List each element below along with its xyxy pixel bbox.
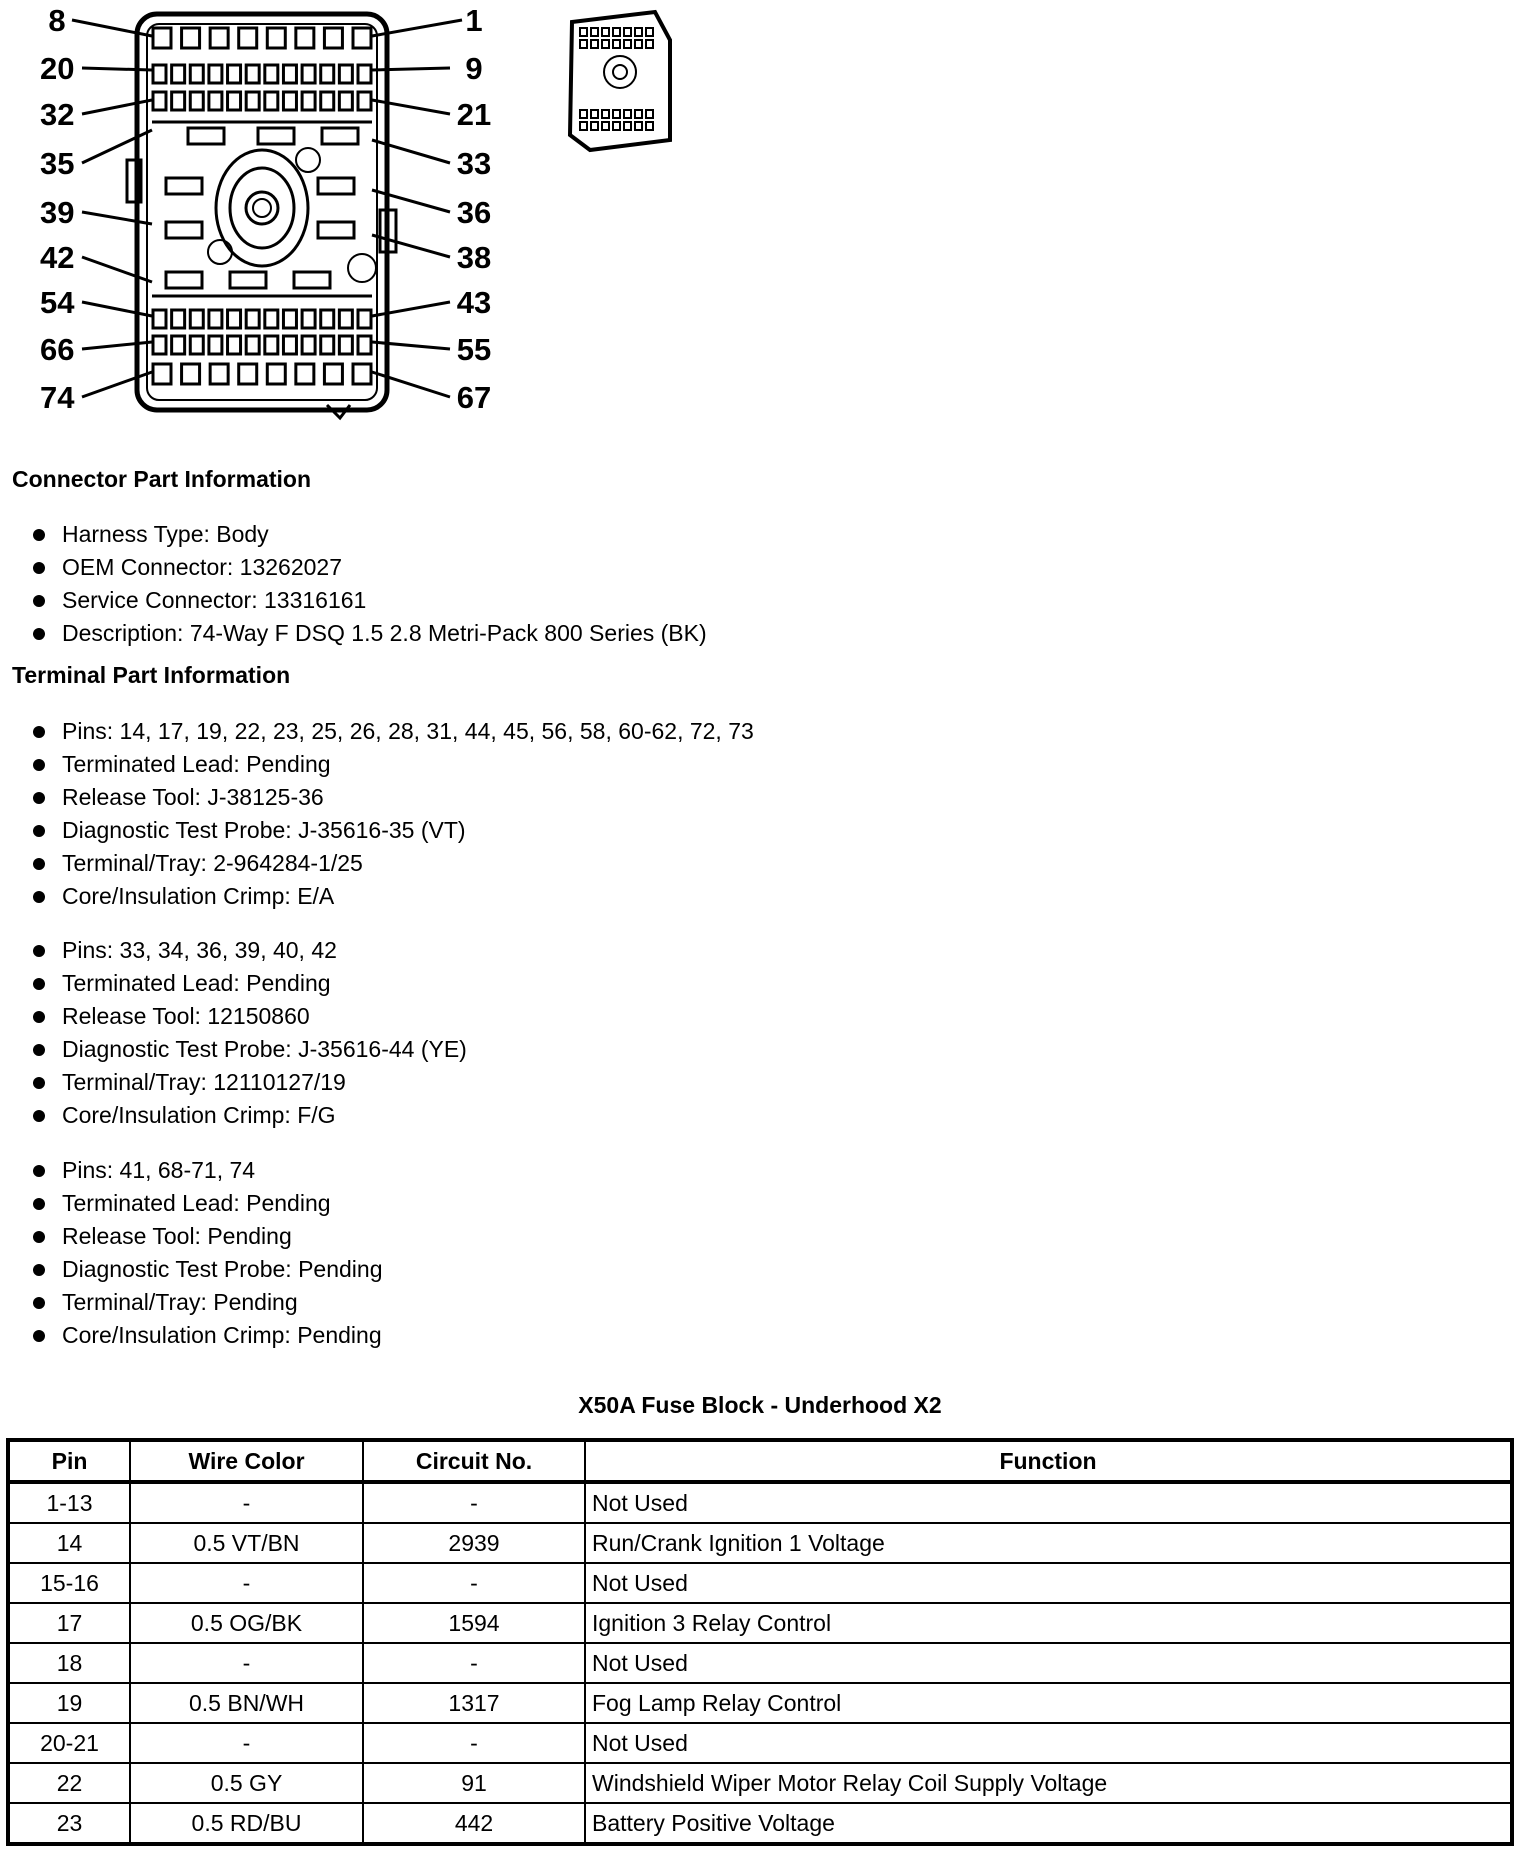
leader-line	[82, 68, 152, 70]
relay-cavity	[258, 128, 294, 144]
pin-cavity	[321, 92, 334, 110]
pin-cavity	[353, 28, 371, 48]
list-item: Terminated Lead: Pending	[30, 967, 467, 1000]
pin-label-32: 32	[40, 97, 75, 132]
pin-cavity	[283, 310, 296, 328]
leader-line	[82, 130, 152, 163]
cell-function: Windshield Wiper Motor Relay Coil Supply Voltage	[585, 1763, 1512, 1803]
pin-cavity	[321, 336, 334, 354]
terminal-group-1	[30, 715, 754, 913]
pin-cavity	[283, 92, 296, 110]
cell-function: Ignition 3 Relay Control	[585, 1603, 1512, 1643]
leader-line	[372, 68, 450, 70]
relay-cavity	[322, 128, 358, 144]
list-item: Core/Insulation Crimp: Pending	[30, 1319, 383, 1352]
pin-labels-right	[457, 3, 491, 415]
list-item: Description: 74-Way F DSQ 1.5 2.8 Metri-Pack 800 Series (BK)	[30, 617, 707, 650]
table-header-row	[8, 1440, 1512, 1482]
cell-circuit-no: 91	[363, 1763, 585, 1803]
cell-wire-color: -	[130, 1723, 363, 1763]
pin-label-9: 9	[465, 51, 483, 86]
pin-cavity	[321, 65, 334, 83]
cell-function: Battery Positive Voltage	[585, 1803, 1512, 1844]
pin-cavity	[358, 310, 371, 328]
list-item: Harness Type: Body	[30, 518, 707, 551]
cell-circuit-no: -	[363, 1482, 585, 1523]
cell-wire-color: 0.5 VT/BN	[130, 1523, 363, 1563]
relay-cavity	[166, 272, 202, 288]
pin-label-54: 54	[40, 285, 75, 320]
cell-circuit-no: 1317	[363, 1683, 585, 1723]
pin-label-33: 33	[456, 146, 492, 181]
cell-pin: 15-16	[8, 1563, 130, 1603]
cell-pin: 18	[8, 1643, 130, 1683]
pin-cavity	[210, 28, 228, 48]
pin-cavity	[228, 92, 241, 110]
pin-cavity	[324, 364, 342, 384]
list-item: Release Tool: J-38125-36	[30, 781, 754, 814]
list-item: Pins: 41, 68-71, 74	[30, 1154, 383, 1187]
pin-label-55: 55	[456, 332, 492, 367]
leader-line	[372, 302, 450, 316]
pin-cavity	[302, 336, 315, 354]
leader-line	[82, 302, 152, 316]
header-pin: Pin	[8, 1440, 130, 1482]
pin-label-1: 1	[465, 3, 483, 38]
pin-cavity	[172, 336, 185, 354]
leader-line	[82, 212, 152, 224]
pin-cavity	[265, 92, 278, 110]
pin-cavities	[153, 28, 371, 384]
pin-cavity	[283, 65, 296, 83]
table-row	[8, 1723, 1512, 1763]
pin-cavity	[296, 28, 314, 48]
pin-cavity	[172, 65, 185, 83]
pinout-table	[6, 1438, 1514, 1846]
list-item: Release Tool: Pending	[30, 1220, 383, 1253]
relay-cavity	[318, 178, 354, 194]
leader-line	[372, 235, 450, 257]
pin-cavity	[153, 364, 171, 384]
pin-cavity	[153, 92, 166, 110]
cell-function: Not Used	[585, 1643, 1512, 1683]
relay-cavity	[318, 222, 354, 238]
pin-label-66: 66	[40, 332, 75, 367]
cell-function: Fog Lamp Relay Control	[585, 1683, 1512, 1723]
cell-pin: 14	[8, 1523, 130, 1563]
list-item: Diagnostic Test Probe: J-35616-44 (YE)	[30, 1033, 467, 1066]
cell-circuit-no: -	[363, 1723, 585, 1763]
leader-line	[372, 100, 450, 114]
pin-label-8: 8	[48, 3, 66, 38]
pin-label-74: 74	[40, 380, 75, 415]
pin-cavity	[239, 28, 257, 48]
pin-cavity	[296, 364, 314, 384]
pin-cavity	[172, 92, 185, 110]
pin-label-42: 42	[40, 240, 75, 275]
pin-cavity	[302, 65, 315, 83]
leader-line	[82, 100, 152, 114]
cell-wire-color: 0.5 RD/BU	[130, 1803, 363, 1844]
cell-pin: 23	[8, 1803, 130, 1844]
pin-cavity	[339, 336, 352, 354]
leader-line	[82, 342, 152, 349]
pin-cavity	[321, 310, 334, 328]
list-item: Release Tool: 12150860	[30, 1000, 467, 1033]
pin-cavity	[324, 28, 342, 48]
pin-label-39: 39	[40, 195, 75, 230]
cell-pin: 20-21	[8, 1723, 130, 1763]
pin-cavity	[358, 92, 371, 110]
pin-cavity	[153, 336, 166, 354]
pin-cavity	[182, 364, 200, 384]
pin-cavity	[267, 28, 285, 48]
terminal-info-heading: Terminal Part Information	[12, 662, 291, 688]
pin-label-21: 21	[456, 97, 492, 132]
pin-cavity	[283, 336, 296, 354]
table-row	[8, 1683, 1512, 1723]
pin-cavity	[153, 28, 171, 48]
header-function: Function	[585, 1440, 1512, 1482]
cell-wire-color: 0.5 GY	[130, 1763, 363, 1803]
table-row	[8, 1803, 1512, 1844]
cell-wire-color: 0.5 BN/WH	[130, 1683, 363, 1723]
table-row	[8, 1482, 1512, 1523]
pin-label-67: 67	[456, 380, 492, 415]
pin-cavity	[190, 310, 203, 328]
pin-labels-left	[40, 3, 75, 415]
connector-face-diagram	[0, 0, 1520, 430]
relay-cavity	[166, 178, 202, 194]
list-item: Pins: 14, 17, 19, 22, 23, 25, 26, 28, 31, 44, 45, 56, 58, 60-62, 72, 73	[30, 715, 754, 748]
pin-cavity	[358, 65, 371, 83]
pin-cavity	[239, 364, 257, 384]
pin-cavity	[246, 336, 259, 354]
pin-cavity	[339, 65, 352, 83]
table-row	[8, 1523, 1512, 1563]
list-item: Diagnostic Test Probe: Pending	[30, 1253, 383, 1286]
pin-cavity	[182, 28, 200, 48]
pin-cavity	[228, 336, 241, 354]
pin-label-43: 43	[456, 285, 492, 320]
pin-cavity	[153, 310, 166, 328]
relay-cavity	[188, 128, 224, 144]
cell-pin: 17	[8, 1603, 130, 1643]
pin-cavity	[209, 65, 222, 83]
cell-function: Not Used	[585, 1723, 1512, 1763]
list-item: Terminal/Tray: Pending	[30, 1286, 383, 1319]
pin-label-20: 20	[40, 51, 75, 86]
leader-line	[372, 140, 450, 163]
pin-cavity	[246, 65, 259, 83]
pin-cavity	[339, 310, 352, 328]
connector-info-list	[30, 518, 707, 650]
pin-cavity	[358, 336, 371, 354]
list-item: Terminal/Tray: 12110127/19	[30, 1066, 467, 1099]
list-item: OEM Connector: 13262027	[30, 551, 707, 584]
cell-circuit-no: 442	[363, 1803, 585, 1844]
table-row	[8, 1763, 1512, 1803]
cell-circuit-no: -	[363, 1563, 585, 1603]
leader-line	[372, 372, 450, 397]
table-row	[8, 1563, 1512, 1603]
pin-cavity	[209, 336, 222, 354]
pin-cavity	[190, 336, 203, 354]
list-item: Terminated Lead: Pending	[30, 1187, 383, 1220]
table-row	[8, 1643, 1512, 1683]
pin-cavity	[153, 65, 166, 83]
relay-cavity	[230, 272, 266, 288]
pin-cavity	[209, 92, 222, 110]
pin-cavity	[190, 65, 203, 83]
list-item: Terminal/Tray: 2-964284-1/25	[30, 847, 754, 880]
pin-cavity	[265, 310, 278, 328]
pin-cavity	[190, 92, 203, 110]
list-item: Core/Insulation Crimp: F/G	[30, 1099, 467, 1132]
pin-label-36: 36	[456, 195, 492, 230]
cell-circuit-no: 1594	[363, 1603, 585, 1643]
pin-cavity	[246, 92, 259, 110]
table-row	[8, 1603, 1512, 1643]
pin-cavity	[246, 310, 259, 328]
cell-function: Run/Crank Ignition 1 Voltage	[585, 1523, 1512, 1563]
cell-wire-color: 0.5 OG/BK	[130, 1603, 363, 1643]
leader-line	[372, 342, 450, 349]
list-item: Pins: 33, 34, 36, 39, 40, 42	[30, 934, 467, 967]
relay-cavity	[294, 272, 330, 288]
cell-pin: 19	[8, 1683, 130, 1723]
pin-cavity	[209, 310, 222, 328]
terminal-group-2	[30, 934, 467, 1132]
pin-cavity	[265, 65, 278, 83]
relay-cavity	[166, 222, 202, 238]
pin-label-35: 35	[40, 146, 75, 181]
list-item: Service Connector: 13316161	[30, 584, 707, 617]
terminal-group-3	[30, 1154, 383, 1352]
header-wire-color: Wire Color	[130, 1440, 363, 1482]
cell-circuit-no: -	[363, 1643, 585, 1683]
pin-cavity	[228, 65, 241, 83]
table-title: X50A Fuse Block - Underhood X2	[578, 1392, 942, 1418]
connector-3d-thumbnail	[570, 12, 670, 150]
pin-cavity	[228, 310, 241, 328]
list-item: Diagnostic Test Probe: J-35616-35 (VT)	[30, 814, 754, 847]
cell-function: Not Used	[585, 1563, 1512, 1603]
pin-cavity	[353, 364, 371, 384]
cell-wire-color: -	[130, 1563, 363, 1603]
pin-label-38: 38	[456, 240, 492, 275]
cell-wire-color: -	[130, 1643, 363, 1683]
pin-cavity	[210, 364, 228, 384]
pin-cavity	[267, 364, 285, 384]
list-item: Core/Insulation Crimp: E/A	[30, 880, 754, 913]
pin-cavity	[339, 92, 352, 110]
pin-cavity	[302, 310, 315, 328]
pin-cavity	[265, 336, 278, 354]
list-item: Terminated Lead: Pending	[30, 748, 754, 781]
cell-wire-color: -	[130, 1482, 363, 1523]
leader-line	[82, 257, 152, 282]
cell-pin: 22	[8, 1763, 130, 1803]
header-circuit-no: Circuit No.	[363, 1440, 585, 1482]
cell-circuit-no: 2939	[363, 1523, 585, 1563]
pin-cavity	[172, 310, 185, 328]
cell-pin: 1-13	[8, 1482, 130, 1523]
connector-info-heading: Connector Part Information	[12, 466, 312, 492]
pin-cavity	[302, 92, 315, 110]
leader-line	[82, 372, 152, 397]
cell-function: Not Used	[585, 1482, 1512, 1523]
